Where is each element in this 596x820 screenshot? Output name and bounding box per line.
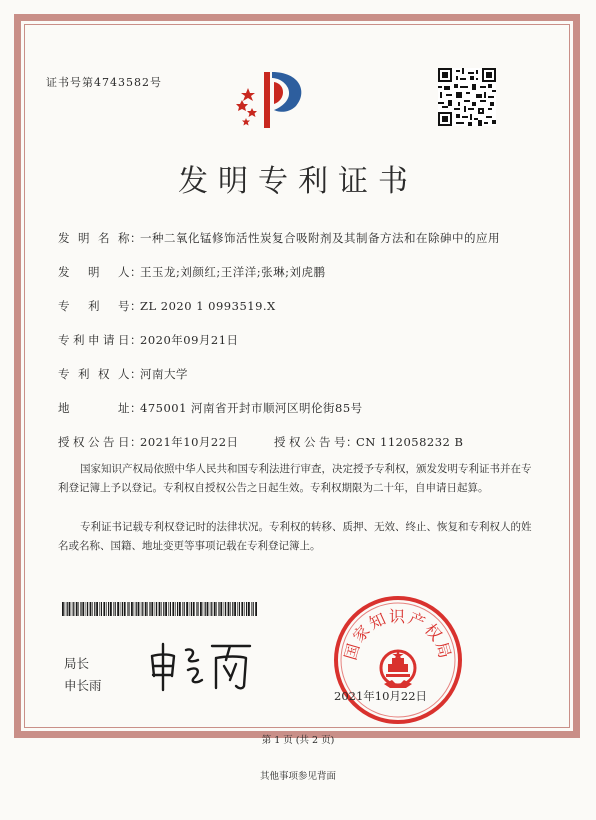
address-value: 475001 河南省开封市顺河区明伦街85号: [140, 401, 363, 415]
cnipa-logo-icon: [234, 66, 310, 132]
certificate-title: 发明专利证书: [178, 164, 418, 199]
inventors-label: 发明人: [58, 265, 130, 279]
patentee-value: 河南大学: [140, 367, 188, 381]
patentee-row: 专利权人：河南大学: [58, 367, 188, 381]
filing-date-row: 专利申请日：2020年09月21日: [58, 333, 239, 347]
signatory-title: 局长: [64, 656, 90, 671]
footnote: 其他事项参见背面: [259, 771, 336, 782]
inventors-row: 发明人：王玉龙;刘颜红;王洋洋;张琳;刘虎鹏: [58, 265, 326, 279]
address-row: 地址：475001 河南省开封市顺河区明伦街85号: [58, 401, 363, 415]
address-label: 地址: [58, 401, 130, 415]
patent-number-label: 专利号: [58, 299, 130, 313]
signatory-name: 申长雨: [64, 678, 102, 693]
border-corner: [558, 18, 578, 38]
qr-code-icon: [438, 68, 496, 126]
grant-date-value: 2021年10月22日: [140, 435, 239, 449]
barcode-icon: [62, 602, 258, 616]
grant-number-row: 授权公告号：CN 112058232 B: [274, 435, 464, 449]
patent-number-value: ZL 2020 1 0993519.X: [140, 299, 276, 313]
official-seal: [332, 594, 464, 726]
filing-date-value: 2020年09月21日: [140, 333, 239, 347]
inventors-value: 王玉龙;刘颜红;王洋洋;张琳;刘虎鹏: [140, 265, 326, 279]
patentee-label: 专利权人: [58, 367, 130, 381]
seal-text: 国家知识产权局: [340, 607, 456, 663]
filing-date-label: 专利申请日: [58, 333, 130, 347]
grant-number-label: 授权公告号: [274, 435, 346, 449]
statement-paragraph-1: 国家知识产权局依照中华人民共和国专利法进行审查，决定授予专利权，颁发发明专利证书并在专利登记簿上予以登记。专利权自授权公告之日起生效。专利权期限为二十年，自申请日起算。: [58, 463, 532, 494]
page-number: 第 1 页 (共 2 页): [261, 735, 335, 746]
seal-date: 2021年10月22日: [334, 689, 428, 703]
grant-date-label: 授权公告日: [58, 435, 130, 449]
invention-name-row: 发明名称：一种二氧化锰修饰活性炭复合吸附剂及其制备方法和在除砷中的应用: [58, 231, 500, 245]
patent-number-row: 专利号：ZL 2020 1 0993519.X: [58, 299, 276, 313]
grant-number-value: CN 112058232 B: [356, 435, 464, 449]
statement-paragraph-2: 专利证书记载专利权登记时的法律状况。专利权的转移、质押、无效、终止、恢复和专利权人的姓名或名称、国籍、地址变更等事项记载在专利登记簿上。: [58, 521, 532, 552]
national-emblem-icon: [381, 650, 415, 688]
invention-name-label: 发明名称: [58, 231, 130, 245]
certificate-number: 证书号第4743582号: [46, 76, 162, 89]
border-corner: [18, 18, 38, 38]
grant-date-row: 授权公告日：2021年10月22日: [58, 435, 239, 449]
handwritten-signature: [146, 636, 256, 692]
invention-name-value: 一种二氧化锰修饰活性炭复合吸附剂及其制备方法和在除砷中的应用: [140, 231, 500, 245]
